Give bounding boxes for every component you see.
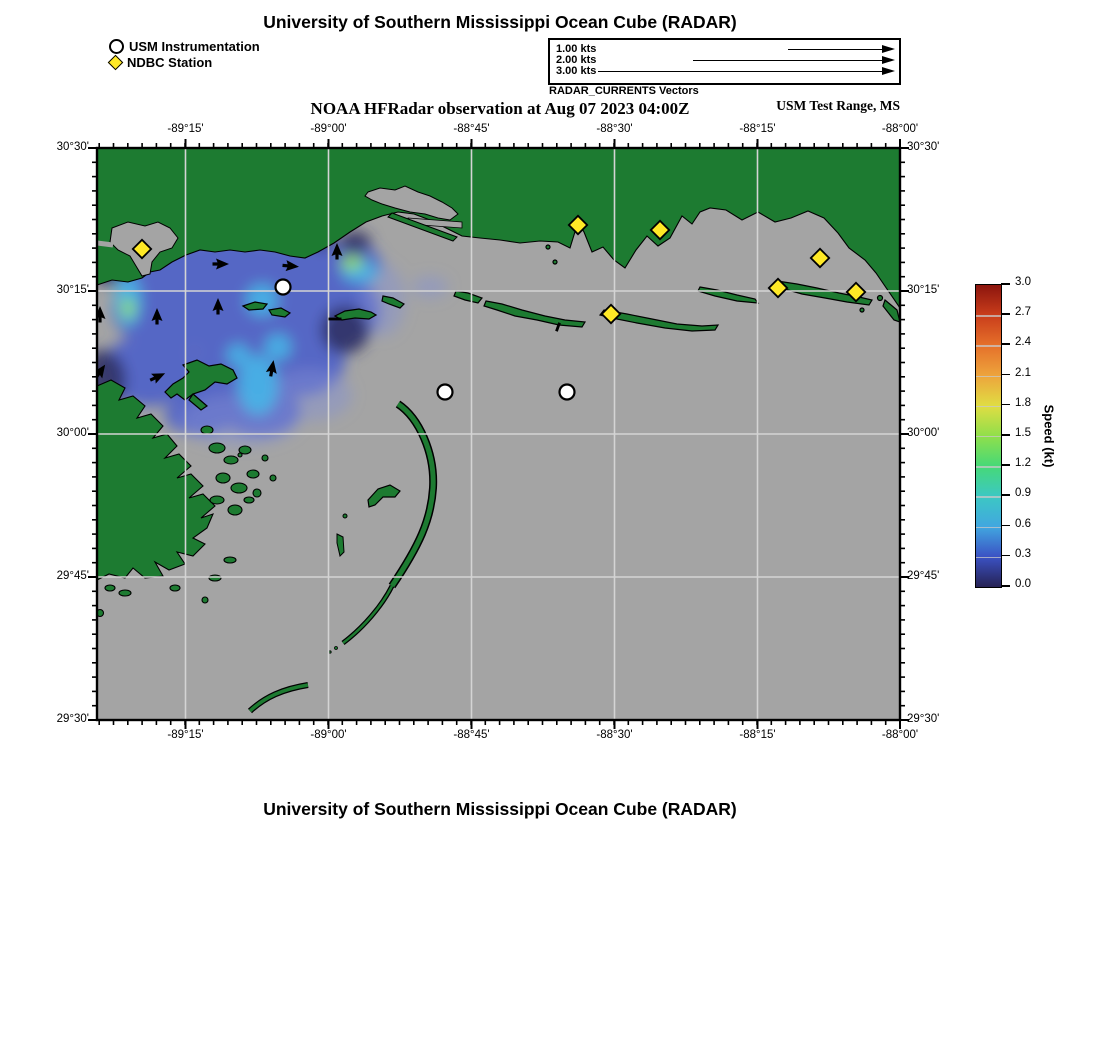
region-label: USM Test Range, MS	[776, 98, 900, 113]
colorbar-tick-label: 2.4	[1015, 336, 1031, 349]
colorbar-tick-label: 0.3	[1015, 547, 1031, 560]
x-tick-label-top: -88°45'	[453, 123, 490, 135]
colorbar-segment-line	[976, 406, 1001, 407]
x-tick-label-bottom: -88°15'	[739, 729, 776, 741]
colorbar-tick	[1001, 525, 1010, 527]
colorbar-tick-label: 0.0	[1015, 578, 1031, 590]
y-tick-label-right: 30°15'	[907, 284, 940, 296]
colorbar-segment-line	[976, 466, 1001, 467]
y-tick-label-left: 29°45'	[56, 570, 89, 582]
colorbar-tick-label: 1.2	[1015, 457, 1031, 470]
legend-label-usm: USM Instrumentation	[129, 38, 260, 54]
colorbar-segment-line	[976, 376, 1001, 377]
colorbar-tick	[1001, 313, 1010, 315]
usm-instrumentation-icon	[109, 39, 124, 54]
colorbar-segment-line	[976, 557, 1001, 558]
colorbar-tick	[1001, 343, 1010, 345]
vector-scale-key	[548, 38, 901, 85]
vector-arrowhead-3-icon	[882, 67, 895, 75]
figure-title-top: University of Southern Mississippi Ocean Cube (RADAR)	[263, 12, 737, 32]
ndbc-station-icon	[108, 54, 124, 70]
colorbar-tick	[1001, 464, 1010, 466]
x-tick-label-top: -89°00'	[310, 123, 347, 135]
vector-arrowhead-1-icon	[882, 45, 895, 53]
colorbar-segment-line	[976, 345, 1001, 346]
colorbar	[975, 284, 1002, 588]
y-tick-label-right: 29°45'	[907, 570, 940, 582]
observation-subtitle: NOAA HFRadar observation at Aug 07 2023 04:00Z	[310, 99, 690, 118]
legend-item-ndbc	[109, 54, 260, 70]
x-tick-label-top: -88°00'	[881, 123, 919, 135]
colorbar-tick	[1001, 555, 1010, 557]
y-tick-label-right: 30°00'	[907, 427, 940, 439]
map-canvas	[85, 136, 912, 732]
legend	[109, 38, 260, 70]
x-tick-label-bottom: -89°15'	[167, 729, 204, 741]
colorbar-tick-label: 2.7	[1015, 306, 1031, 319]
colorbar-tick	[1001, 585, 1010, 587]
map-plot	[85, 136, 912, 732]
y-tick-label-left: 29°30'	[56, 713, 89, 725]
y-tick-label-right: 30°30'	[907, 141, 940, 153]
colorbar-tick-label: 1.8	[1015, 396, 1031, 409]
colorbar-tick-label: 1.5	[1015, 427, 1031, 439]
bay-channel	[97, 243, 113, 245]
colorbar-segment-line	[976, 436, 1001, 437]
colorbar-segment-line	[976, 527, 1001, 528]
colorbar-segment-line	[976, 315, 1001, 316]
y-tick-label-left: 30°00'	[56, 427, 89, 439]
legend-item-usm	[109, 38, 260, 54]
colorbar-tick-label: 0.9	[1015, 487, 1031, 500]
colorbar-tick	[1001, 283, 1010, 285]
colorbar-tick	[1001, 374, 1010, 376]
colorbar-tick	[1001, 434, 1010, 436]
vector-arrow-3	[598, 71, 883, 72]
colorbar-tick	[1001, 404, 1010, 406]
vector-key-caption: RADAR_CURRENTS Vectors	[549, 85, 699, 97]
vector-arrowhead-2-icon	[882, 56, 895, 64]
vector-key-label-3: 3.00 kts	[556, 65, 597, 77]
colorbar-segment-line	[976, 496, 1001, 497]
x-tick-label-top: -89°15'	[167, 123, 204, 135]
colorbar-tick	[1001, 494, 1010, 496]
colorbar-tick-label: 3.0	[1015, 276, 1031, 288]
x-tick-label-top: -88°15'	[739, 123, 776, 135]
vector-arrow-1	[788, 49, 883, 50]
colorbar-tick-label: 2.1	[1015, 366, 1031, 379]
vector-key-label-1: 1.00 kts	[556, 43, 597, 55]
colorbar-title: Speed (kt)	[1041, 404, 1057, 468]
figure-title-bottom: University of Southern Mississippi Ocean Cube (RADAR)	[263, 799, 737, 819]
vector-key-label-2: 2.00 kts	[556, 54, 597, 66]
x-tick-label-bottom: -88°00'	[881, 729, 919, 741]
x-tick-label-bottom: -88°30'	[596, 729, 633, 741]
vector-arrow-2	[693, 60, 883, 61]
y-tick-label-right: 29°30'	[907, 713, 940, 725]
legend-label-ndbc: NDBC Station	[127, 54, 213, 70]
x-tick-label-top: -88°30'	[596, 123, 633, 135]
x-tick-label-bottom: -88°45'	[453, 729, 490, 741]
y-tick-label-left: 30°15'	[56, 284, 89, 296]
y-tick-label-left: 30°30'	[56, 141, 89, 153]
colorbar-tick-label: 0.6	[1015, 517, 1031, 530]
x-tick-label-bottom: -89°00'	[310, 729, 347, 741]
